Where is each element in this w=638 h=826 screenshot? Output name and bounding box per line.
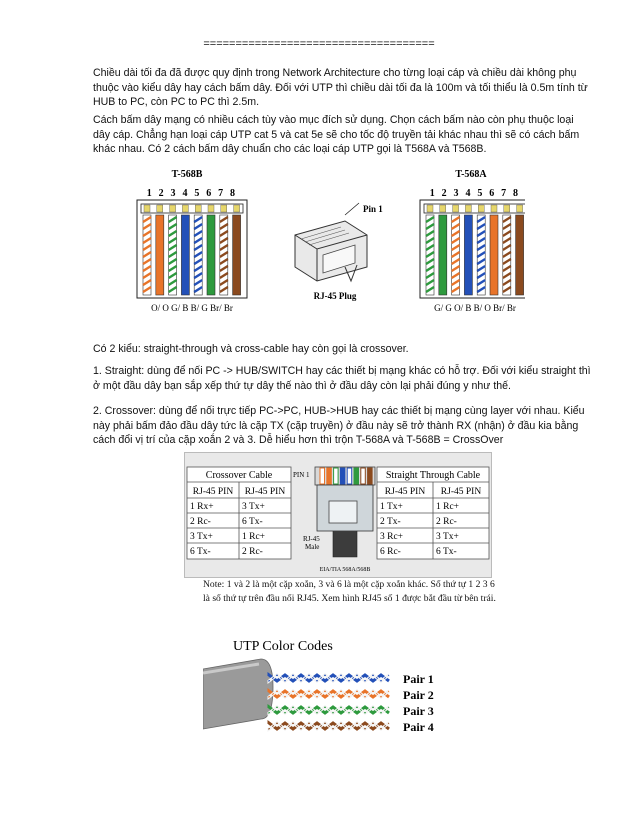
rj45-label-1: RJ-45 <box>303 535 320 543</box>
center-wire <box>340 468 345 484</box>
t568b-color-codes: O/ O G/ B B/ G Br/ Br <box>151 303 233 313</box>
paragraph-crossover: 2. Crossover: dùng để nối trực tiếp PC->PC, HUB->HUB hay các thiết bị mạng cùng layer với nhau. Kiểu này phải bấm đảo đầu dây tức là cặp TX (cặp truyền) ở đầu này sẽ trở thành RX (nhận) ở đầu kia bằng cách đổi vị trí của cặp xoắn 2 và 3. Dễ hiểu hơn thì trộn T-568A và T-568B = CrossOver <box>93 405 585 446</box>
t568b-title: T-568B <box>171 169 203 180</box>
straight-cell: 6 Rc- <box>380 547 401 557</box>
t568b-wire-3 <box>169 205 177 295</box>
rj45-male-illustration <box>315 467 375 557</box>
crossover-cell: 3 Tx+ <box>190 532 213 542</box>
separator-line: ==================================== <box>203 38 435 50</box>
t568b-pin-numbers: 1 2 3 4 5 6 7 8 <box>146 188 238 199</box>
crossover-col-header-2: RJ-45 PIN <box>244 487 286 497</box>
t568a-wire-4 <box>464 205 472 295</box>
rj45-plug-illustration <box>295 203 367 281</box>
wiring-diagram <box>135 163 525 323</box>
t568a-wire-2 <box>439 205 447 295</box>
t568b-wire-1 <box>143 205 151 295</box>
t568b-wire-2 <box>156 205 164 295</box>
center-pin1-label: PIN 1 <box>293 471 310 479</box>
t568a-wire-3 <box>452 205 460 295</box>
t568a-wire-1 <box>426 205 434 295</box>
twisted-pairs <box>269 675 389 729</box>
wiring-diagram-svg <box>135 163 525 323</box>
center-wire <box>361 468 366 484</box>
crossover-cell: 2 Rc- <box>242 547 263 557</box>
standard-label: EIA/TIA 568A/568B <box>319 567 371 573</box>
pin1-label: Pin 1 <box>363 204 383 214</box>
pair-3-label: Pair 3 <box>403 704 434 718</box>
t568b-connector <box>137 200 247 298</box>
pin1-pointer <box>345 203 359 215</box>
t568a-wire-6 <box>490 205 498 295</box>
straight-cell: 1 Rc+ <box>436 502 460 512</box>
t568a-wire-7 <box>503 205 511 295</box>
t568a-wire-5 <box>477 205 485 295</box>
straight-cell: 6 Tx- <box>436 547 457 557</box>
center-wire <box>327 468 332 484</box>
pair-4-label: Pair 4 <box>403 720 434 734</box>
crossover-cell: 6 Tx- <box>190 547 211 557</box>
crossover-cell: 1 Rc+ <box>242 532 266 542</box>
paragraph-wiring-methods: Cách bấm dây mạng có nhiều cách tùy vào mục đích sử dụng. Chọn cách bấm nào còn phụ thuộc loại dây cáp. Chẳng hạn loại cáp UTP cat 5 và cat 5e sẽ cho tốc độ truyền tải khác nhau thì sẽ có cách bấm khác nhau. Có 2 cách bấm dây chuẩn cho các loại cáp UTP gọi là T568A và T568B. <box>93 114 580 155</box>
crossover-cell: 2 Rc- <box>190 517 211 527</box>
straight-col-header-2: RJ-45 PIN <box>440 487 482 497</box>
paragraph-straight: 1. Straight: dùng để nối PC -> HUB/SWITCH hay các thiết bị mạng khác có hỗ trợ. Đối với kiểu straight thì ở một đầu dây bạn sắp xếp thứ tự dây thế nào thì ở đầu dây còn lại phải đúng y như thế. <box>93 365 591 392</box>
crossover-cell: 1 Rx+ <box>190 502 214 512</box>
straight-col-header-1: RJ-45 PIN <box>384 487 426 497</box>
t568a-wire-8 <box>516 205 524 295</box>
cable-tables-svg <box>185 453 491 577</box>
center-wire <box>334 468 339 484</box>
straight-cell: 3 Rc+ <box>380 532 404 542</box>
crossover-title: Crossover Cable <box>205 470 273 481</box>
straight-cell: 3 Tx+ <box>436 532 459 542</box>
t568b-wire-5 <box>194 205 202 295</box>
center-wire <box>368 468 373 484</box>
center-wire <box>354 468 359 484</box>
center-wire <box>347 468 352 484</box>
crossover-col-header-1: RJ-45 PIN <box>192 487 234 497</box>
straight-cell: 2 Rc- <box>436 517 457 527</box>
t568a-title: T-568A <box>455 169 487 180</box>
t568b-wire-4 <box>181 205 189 295</box>
t568b-wire-6 <box>207 205 215 295</box>
t568a-pin-numbers: 1 2 3 4 5 6 7 8 <box>429 188 521 199</box>
pair-2-label: Pair 2 <box>403 688 434 702</box>
straight-title: Straight Through Cable <box>385 470 481 481</box>
pair-1-label: Pair 1 <box>403 672 434 686</box>
paragraph-two-types: Có 2 kiểu: straight-through và cross-cable hay còn gọi là crossover. <box>93 343 409 355</box>
utp-title: UTP Color Codes <box>233 639 333 654</box>
t568a-color-codes: G/ G O/ B B/ O Br/ Br <box>434 303 516 313</box>
cable-tables-figure <box>184 452 492 578</box>
t568b-wire-8 <box>233 205 241 295</box>
cable-jacket <box>203 659 273 729</box>
straight-cell: 1 Tx+ <box>380 502 403 512</box>
utp-color-codes-svg <box>203 633 453 743</box>
cable-note: Note: 1 và 2 là một cặp xoắn, 3 và 6 là một cặp xoắn khác. Số thứ tự 1 2 3 6 là số thứ tự trên đầu nối RJ45. Xem hình RJ45 số 1 được bắt đầu từ bên trái. <box>203 579 496 604</box>
rj45-plug-label: RJ-45 Plug <box>313 291 357 301</box>
straight-cell: 2 Tx- <box>380 517 401 527</box>
crossover-cell: 6 Tx- <box>242 517 263 527</box>
t568a-connector <box>420 200 525 298</box>
rj45-label-2: Male <box>305 543 320 551</box>
center-wire <box>320 468 325 484</box>
utp-color-codes-figure <box>203 633 453 743</box>
t568b-wire-7 <box>220 205 228 295</box>
paragraph-max-length: Chiều dài tối đa đã được quy định trong Network Architecture cho từng loại cáp và chiều dài không phụ thuộc vào kiểu dây hay cách bấm dây. Đối với UTP thì chiều dài tối đa là 100m và tối thiểu là 0.5m tính từ HUB to PC, còn PC to PC thì 2.5m. <box>93 67 588 108</box>
crossover-cell: 3 Tx+ <box>242 502 265 512</box>
